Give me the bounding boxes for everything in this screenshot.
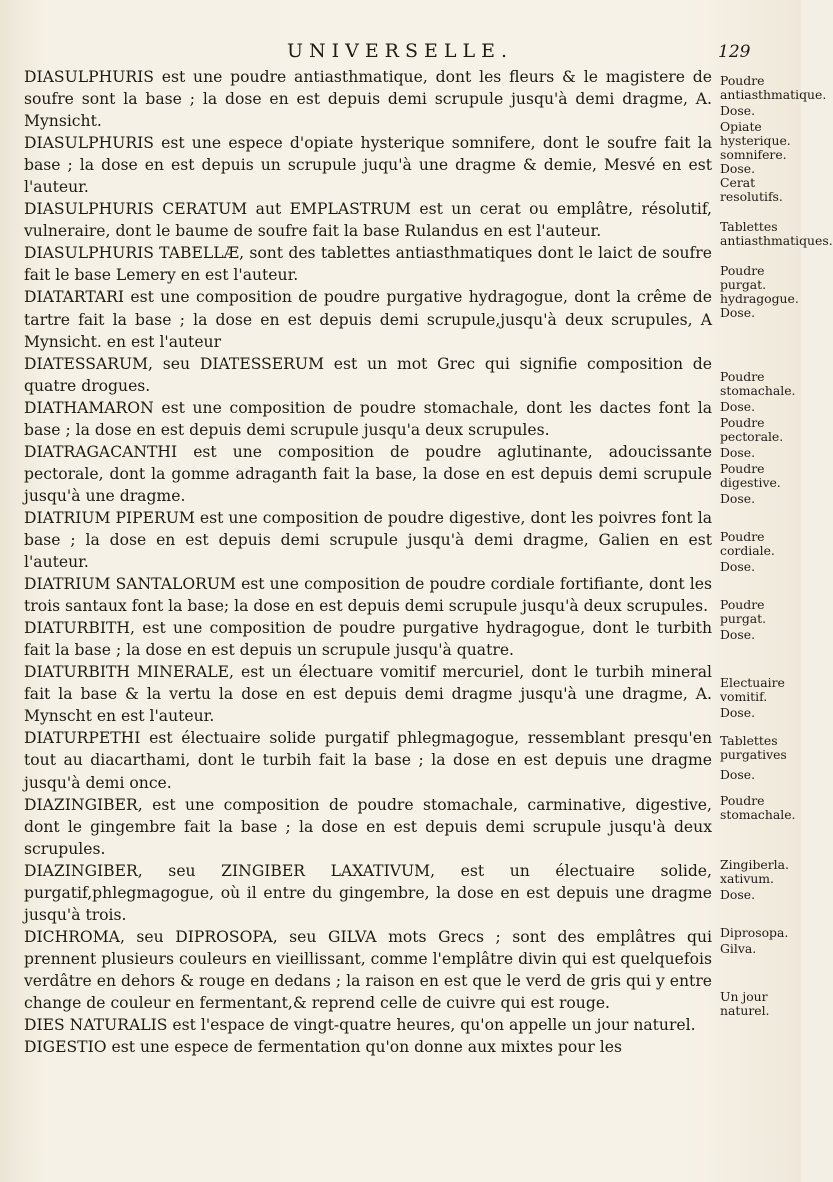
margin-note: Poudre stomachale. (720, 369, 796, 399)
entry-diasulphuris-tabellae: DIASULPHURIS TABELLÆ, sont des tablettes antiasthmatiques dont le laict de soufre fait le base Lemery en est l'auteur. (24, 244, 712, 285)
margin-note: Tablettes antiasthmatiques. (720, 219, 833, 249)
entry-diatartari: DIATARTARI est une composition de poudre purgative hydragogue, dont la crême de tartre fait la base ; la dose en est depuis demi scrupule,jusqu'à deux scrupules, A Mynsicht. en est l'auteur (24, 288, 712, 351)
margin-note: Zingiberla. xativum. (720, 857, 789, 887)
margin-note: Dose. (720, 491, 756, 506)
margin-note: Dose. (720, 161, 756, 176)
margin-note: Cerat resolutifs. (720, 175, 783, 205)
margin-note: Dose. (720, 399, 756, 414)
entry-digestio: DIGESTIO est une espece de fermentation qu'on donne aux mixtes pour les (24, 1038, 622, 1057)
entry-diatessarum: DIATESSARUM, seu DIATESSERUM est un mot Grec qui signifie composition de quatre drogues. (24, 354, 712, 395)
margin-note: Electuaire vomitif. (720, 675, 785, 705)
entry-diasulphuris-opiate: DIASULPHURIS est une espece d'opiate hysterique somnifere, dont le soufre fait la base ; la dose en est depuis un scrupule juqu'à une dragme & demie, Mesvé en est l'auteur. (24, 134, 712, 197)
dictionary-entries (24, 66, 712, 1058)
entry-diatrium-santalorum: DIATRIUM SANTALORUM est une composition de poudre cordiale fortifiante, dont les trois santaux font la base; la dose en est depuis demi scrupule jusqu'à deux scrupules. (24, 575, 712, 616)
entry-diatrium: DIATRIUM PIPERUM est une composition de poudre digestive, dont les poivres font la base ; la dose en est depuis demi scrupule jusqu'à demi dragme, Galien en est l'auteur. (24, 508, 712, 572)
margin-note: Poudre purgat. (720, 597, 767, 627)
margin-note: Dose. (720, 705, 756, 720)
entry-diasulphuris: DIASULPHURIS est une poudre antiasthmatique, dont les fleurs & le magistere de soufre sont la base ; la dose en est depuis demi scrupule jusqu'à demi dragme, A. Mynsicht. (24, 68, 712, 131)
entry-dichroma: DICHROMA, seu DIPROSOPA, seu GILVA mots Grecs ; sont des emplâtres qui prennent plusieurs couleurs en vieillissant, comme l'emplâtre divin qui est quelquefois verdâtre en dehors & rouge en dedans ; la raison en est que le verd de gris qui y entre change de couleur en fermentant,& reprend celle de cuivre qui est rouge. (24, 927, 712, 1012)
entry-diathamaron: DIATHAMARON est une composition de poudre stomachale, dont les dactes font la base ; la dose en est depuis demi scrupule jusqu'a deux scrupules. (24, 398, 712, 439)
margin-note: Poudre stomachale. (720, 793, 796, 823)
margin-note: Poudre cordiale. (720, 529, 775, 559)
margin-note: Poudre purgat. hydragogue. (720, 263, 799, 307)
margin-note: Dose. (720, 767, 756, 782)
entry-diaturbith: DIATURBITH, est une composition de poudre purgative hydragogue, dont le turbith fait la base ; la dose en est depuis un scrupule jusqu'à quatre. (24, 619, 712, 660)
margin-note: Dose. (720, 305, 756, 320)
margin-note: Diprosopa. (720, 925, 789, 940)
entry-diazingiber-laxativum: DIAZINGIBER, seu ZINGIBER LAXATIVUM, est un électuaire solide, purgatif,phlegmagogue, où il entre du gingembre, la dose en est depuis une dragme jusqu'à trois. (24, 861, 712, 924)
entry-diaturpethi: DIATURPETHI est électuaire solide purgatif phlegmagogue, ressemblant presqu'en tout au diacarthami, dont le turbih fait la base ; la dose en est depuis une dragme jusqu'à demi once. (24, 729, 712, 792)
entry-diatragacanthi: DIATRAGACANTHI est une composition de poudre aglutinante, adoucissante pectorale, dont la gomme adraganth fait la base, la dose en est depuis demi scrupule jusqu'à une dragme. (24, 442, 712, 505)
margin-note: Dose. (720, 559, 756, 574)
running-title: UNIVERSELLE. (286, 40, 514, 62)
margin-note: Poudre digestive. (720, 461, 781, 491)
entry-diazingiber: DIAZINGIBER, est une composition de poudre stomachale, carminative, digestive, dont le gingembre fait la base ; la dose en est depuis demi scrupule jusqu'à deux scrupules. (24, 795, 712, 858)
entry-diasulphuris-ceratum: DIASULPHURIS CERATUM aut EMPLASTRUM est un cerat ou emplâtre, résolutif, vulneraire, dont le baume de soufre fait la base Rulandus en est l'auteur. (24, 200, 712, 241)
margin-note: Dose. (720, 627, 756, 642)
margin-note: Poudre antiasthmatique. (720, 73, 827, 103)
margin-note: Dose. (720, 887, 756, 902)
margin-note: Poudre pectorale. (720, 415, 784, 445)
margin-note: Un jour naturel. (720, 989, 770, 1019)
margin-note: Gilva. (720, 941, 757, 956)
page-number: 129 (718, 42, 751, 62)
margin-note: Dose. (720, 103, 756, 118)
margin-note: Opiate hysterique. somnifere. (720, 119, 791, 163)
margin-note: Dose. (720, 445, 756, 460)
entry-diaturbith-minerale: DIATURBITH MINERALE, est un électuare vomitif mercuriel, dont le turbih mineral fait la base & la vertu la dose en est depuis demi dragme jusqu'à une dragme, A. Mynscht en est l'auteur. (24, 663, 712, 726)
entry-dies-naturalis: DIES NATURALIS est l'espace de vingt-quatre heures, qu'on appelle un jour naturel. (24, 1016, 696, 1035)
margin-note: Tablettes purgatives (720, 733, 787, 763)
